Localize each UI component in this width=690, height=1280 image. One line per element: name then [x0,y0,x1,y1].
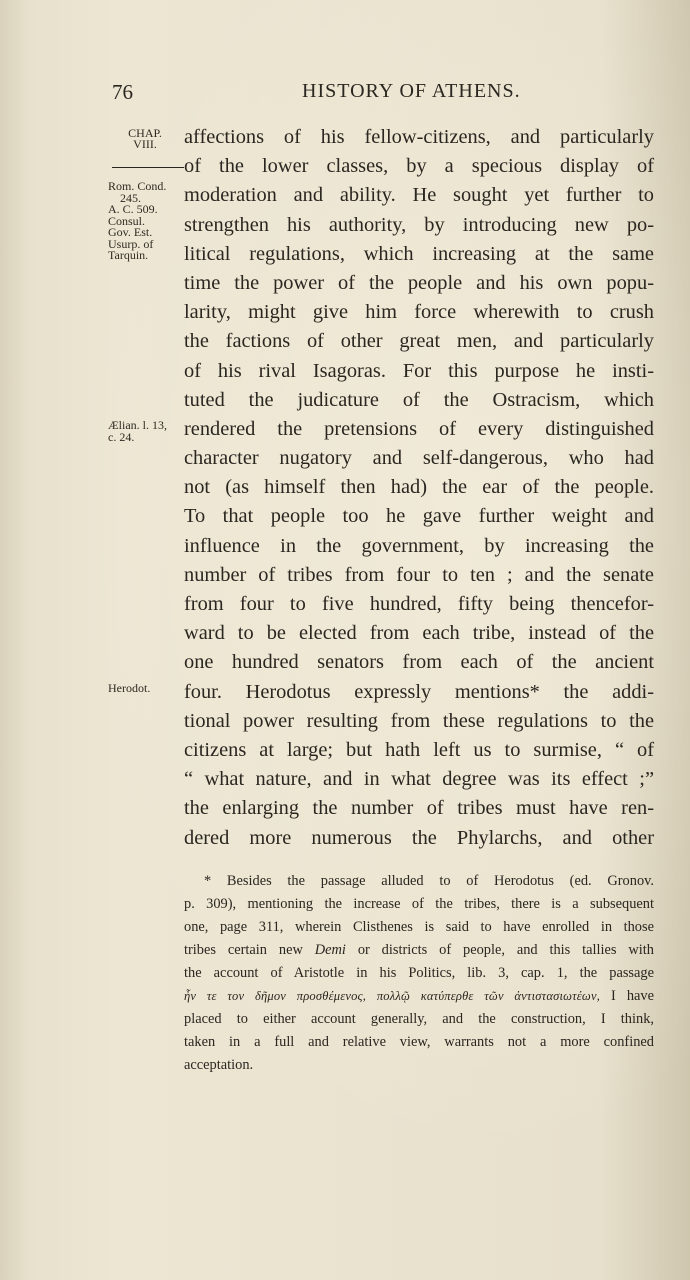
footnote-line [184,985,654,1008]
text-line: rendered the pretensions of every distinguished [184,417,654,440]
margin-note-line: Tarquin. [108,248,149,262]
margin-note-chapter [122,128,168,150]
footnote [184,870,654,1077]
footnote-line: one, page 311, wherein Clisthenes is said to have enrolled in those [184,919,654,935]
margin-note-rom-cond [108,181,188,262]
margin-note-aelian [108,420,188,443]
text-line: larity, might give him force wherewith to crush [184,301,654,324]
text-line: time the power of the people and his own popu- [184,271,654,294]
text-line: ward to be elected from each tribe, instead of the [184,622,654,645]
text-line: tuted the judicature of the Ostracism, which [184,388,654,411]
text-line: citizens at large; but hath left us to surmise, “ of [184,738,654,761]
margin-note-line: c. 24. [108,429,135,444]
footnote-line: the account of Aristotle in his Politics, lib. 3, cap. 1, the passage [184,965,654,981]
running-head: HISTORY OF ATHENS. [302,80,521,102]
margin-note-line: Consul. [108,213,146,228]
text-line: from four to five hundred, fifty being thencefor- [184,593,654,615]
margin-note-line: Herodot. [108,681,151,695]
text-line: of his rival Isagoras. For this purpose he insti- [184,359,654,382]
text-line: of the lower classes, by a specious display of [184,155,654,178]
margin-note-line: CHAP. [128,126,162,140]
body-text [184,123,654,853]
text-line: the enlarging the number of tribes must have ren- [184,797,654,820]
margin-note-line: Gov. Est. [108,225,153,239]
footnote-line [184,939,654,962]
margin-note-line: Usurp. of [108,236,154,251]
text-line: one hundred senators from each of the ancient [184,651,654,674]
text-line: number of tribes from four to ten ; and the senate [184,563,654,586]
footnote-line: acceptation. [184,1057,254,1073]
footnote-line: taken in a full and relative view, warrants not a more confined [184,1034,654,1050]
text-line: character nugatory and self-dangerous, who had [184,447,654,470]
text-line: four. Herodotus expressly mentions* the addi- [184,680,654,703]
margin-note-line: A. C. 509. [108,202,158,216]
text-line: influence in the government, by increasing the [184,534,654,557]
text-line: the factions of other great men, and particularly [184,330,654,353]
footnote-line: placed to either account generally, and the construction, I think, [184,1011,654,1027]
text-line: dered more numerous the Phylarchs, and other [184,826,654,849]
text-line: “ what nature, and in what degree was its effect ;” [184,768,654,791]
footnote-text: or districts of people, and this tallies with [357,942,654,958]
footnote-line: p. 309), mentioning the increase of the tribes, there is a subsequent [184,896,654,912]
footnote-emphasis-demi: Demi [314,942,346,958]
text-line: moderation and ability. He sought yet further to [184,184,654,207]
margin-note-line: VIII. [133,137,157,151]
margin-note-line: 245. [120,190,141,205]
footnote-greek-quotation: ἦν τε τον δῆμον προσθέμενος, πολλῷ κατύπερθε τῶν ἀντιστασιωτέων, [184,989,601,1003]
text-line: litical regulations, which increasing at the same [184,242,654,265]
margin-note-line: Ælian. l. 13, [108,418,167,432]
margin-note-line: Rom. Cond. [108,179,167,193]
text-line: affections of his fellow-citizens, and particularly [184,126,654,148]
text-line: strengthen his authority, by introducing new po- [184,213,654,236]
footnote-line: * Besides the passage alluded to of Herodotus (ed. Gronov. [204,873,654,889]
footnote-text: I have [611,988,654,1004]
text-line: tional power resulting from these regulations to the [184,709,654,732]
footnote-text: tribes certain new [184,942,303,958]
page-header [112,80,658,110]
margin-note-herodot [108,683,188,695]
page-number: 76 [112,80,133,104]
text-line: To that people too he gave further weight and [184,505,654,528]
text-line: not (as himself then had) the ear of the people. [184,476,654,499]
chapter-rule [112,167,184,168]
